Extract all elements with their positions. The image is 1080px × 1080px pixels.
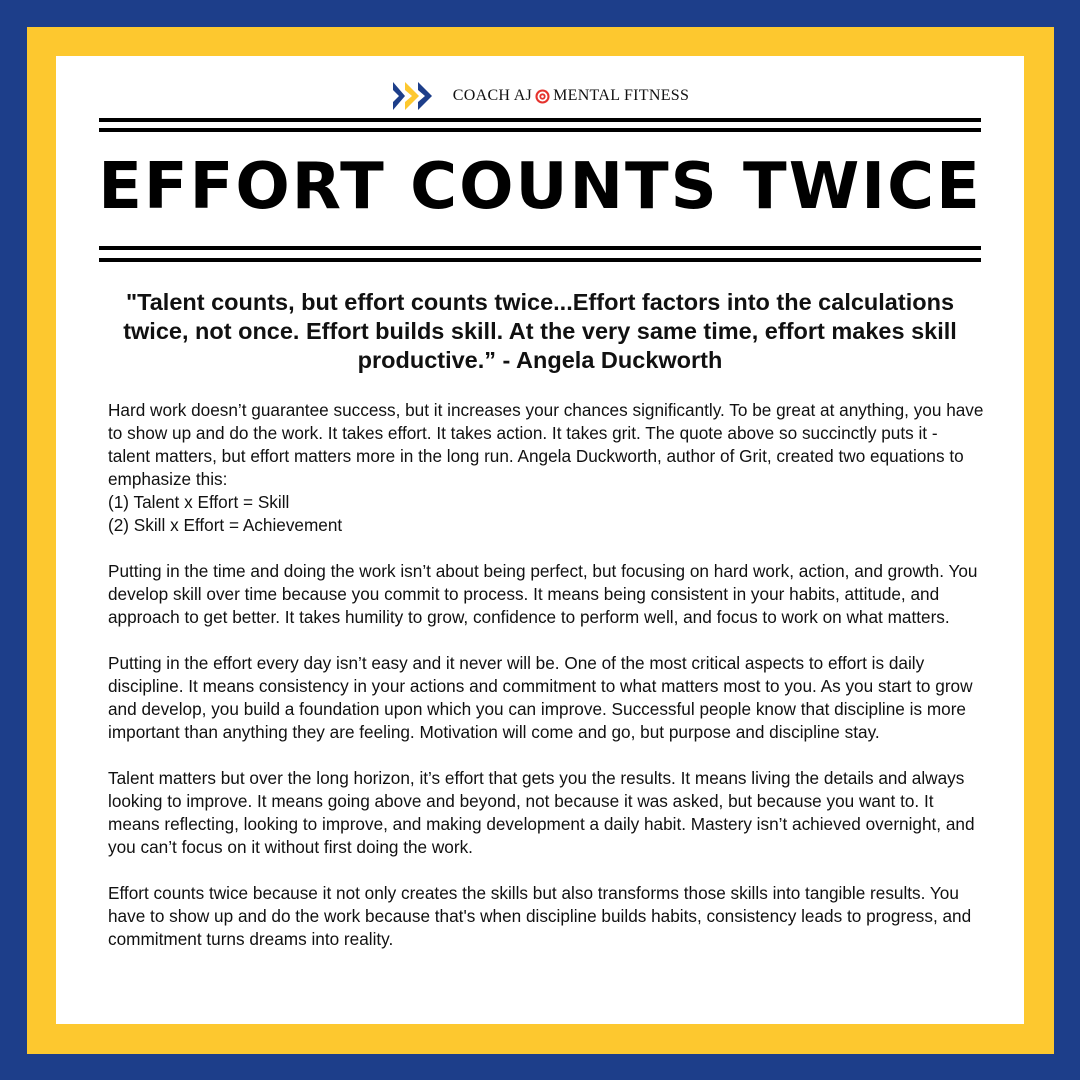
double-chevron-icon [391, 80, 435, 112]
brand-name-part1: COACH AJ [452, 87, 533, 104]
content-card [56, 56, 1024, 1024]
bottom-rule-2 [99, 258, 981, 262]
paragraph-1 [108, 399, 984, 537]
paragraph-1-text: Hard work doesn’t guarantee success, but it increases your chances significantly. To be great at anything, you have to show up and do the work. It takes effort. It takes action. It takes grit. The quote above so succinctly puts it - talent matters, but effort matters more in the long run. Angela Duckworth, author of Grit, created two equations to emphasize this: [108, 400, 984, 489]
paragraph-5: Effort counts twice because it not only creates the skills but also transforms those skills into tangible results. You have to show up and do the work because that's when discipline builds habits, consistency leads to progress, and commitment turns dreams into reality. [108, 883, 972, 949]
top-rule-2 [99, 128, 981, 132]
paragraph-3: Putting in the effort every day isn’t easy and it never will be. One of the most critical aspects to effort is daily discipline. It means consistency in your actions and commitment to what matters most to you. As you start to grow and develop, you build a foundation upon which you can improve. Successful people know that discipline is more important than anything they are feeling. Motivation will come and go, but purpose and discipline stay. [108, 653, 973, 742]
bottom-rule-1 [99, 246, 981, 250]
page-title: EFFORT COUNTS TWICE [98, 150, 982, 224]
article-body [108, 399, 984, 951]
paragraph-2: Putting in the time and doing the work isn’t about being perfect, but focusing on hard work, action, and growth. You develop skill over time because you commit to process. It means being consistent in your habits, attitude, and approach to get better. It takes humility to grow, confidence to perform well, and focus to work on what matters. [108, 561, 978, 627]
equation-2: (2) Skill x Effort = Achievement [108, 515, 343, 535]
quote: "Talent counts, but effort counts twice...Effort factors into the calculations twice, not once. Effort builds skill. At the very same time, effort makes skill productive.” - Angela Duckworth [123, 289, 957, 373]
brand-header [56, 78, 1024, 114]
top-rule-1 [99, 118, 981, 122]
equation-1: (1) Talent x Effort = Skill [108, 492, 290, 512]
target-icon [535, 89, 550, 104]
paragraph-4: Talent matters but over the long horizon, it’s effort that gets you the results. It means living the details and always looking to improve. It means going above and beyond, not because it was asked, but because you want to. It means reflecting, looking to improve, and making development a daily habit. Mastery isn’t achieved overnight, and you can’t focus on it without first doing the work. [108, 768, 975, 857]
brand-name [453, 87, 689, 105]
brand-name-part2: MENTAL FITNESS [553, 87, 690, 104]
